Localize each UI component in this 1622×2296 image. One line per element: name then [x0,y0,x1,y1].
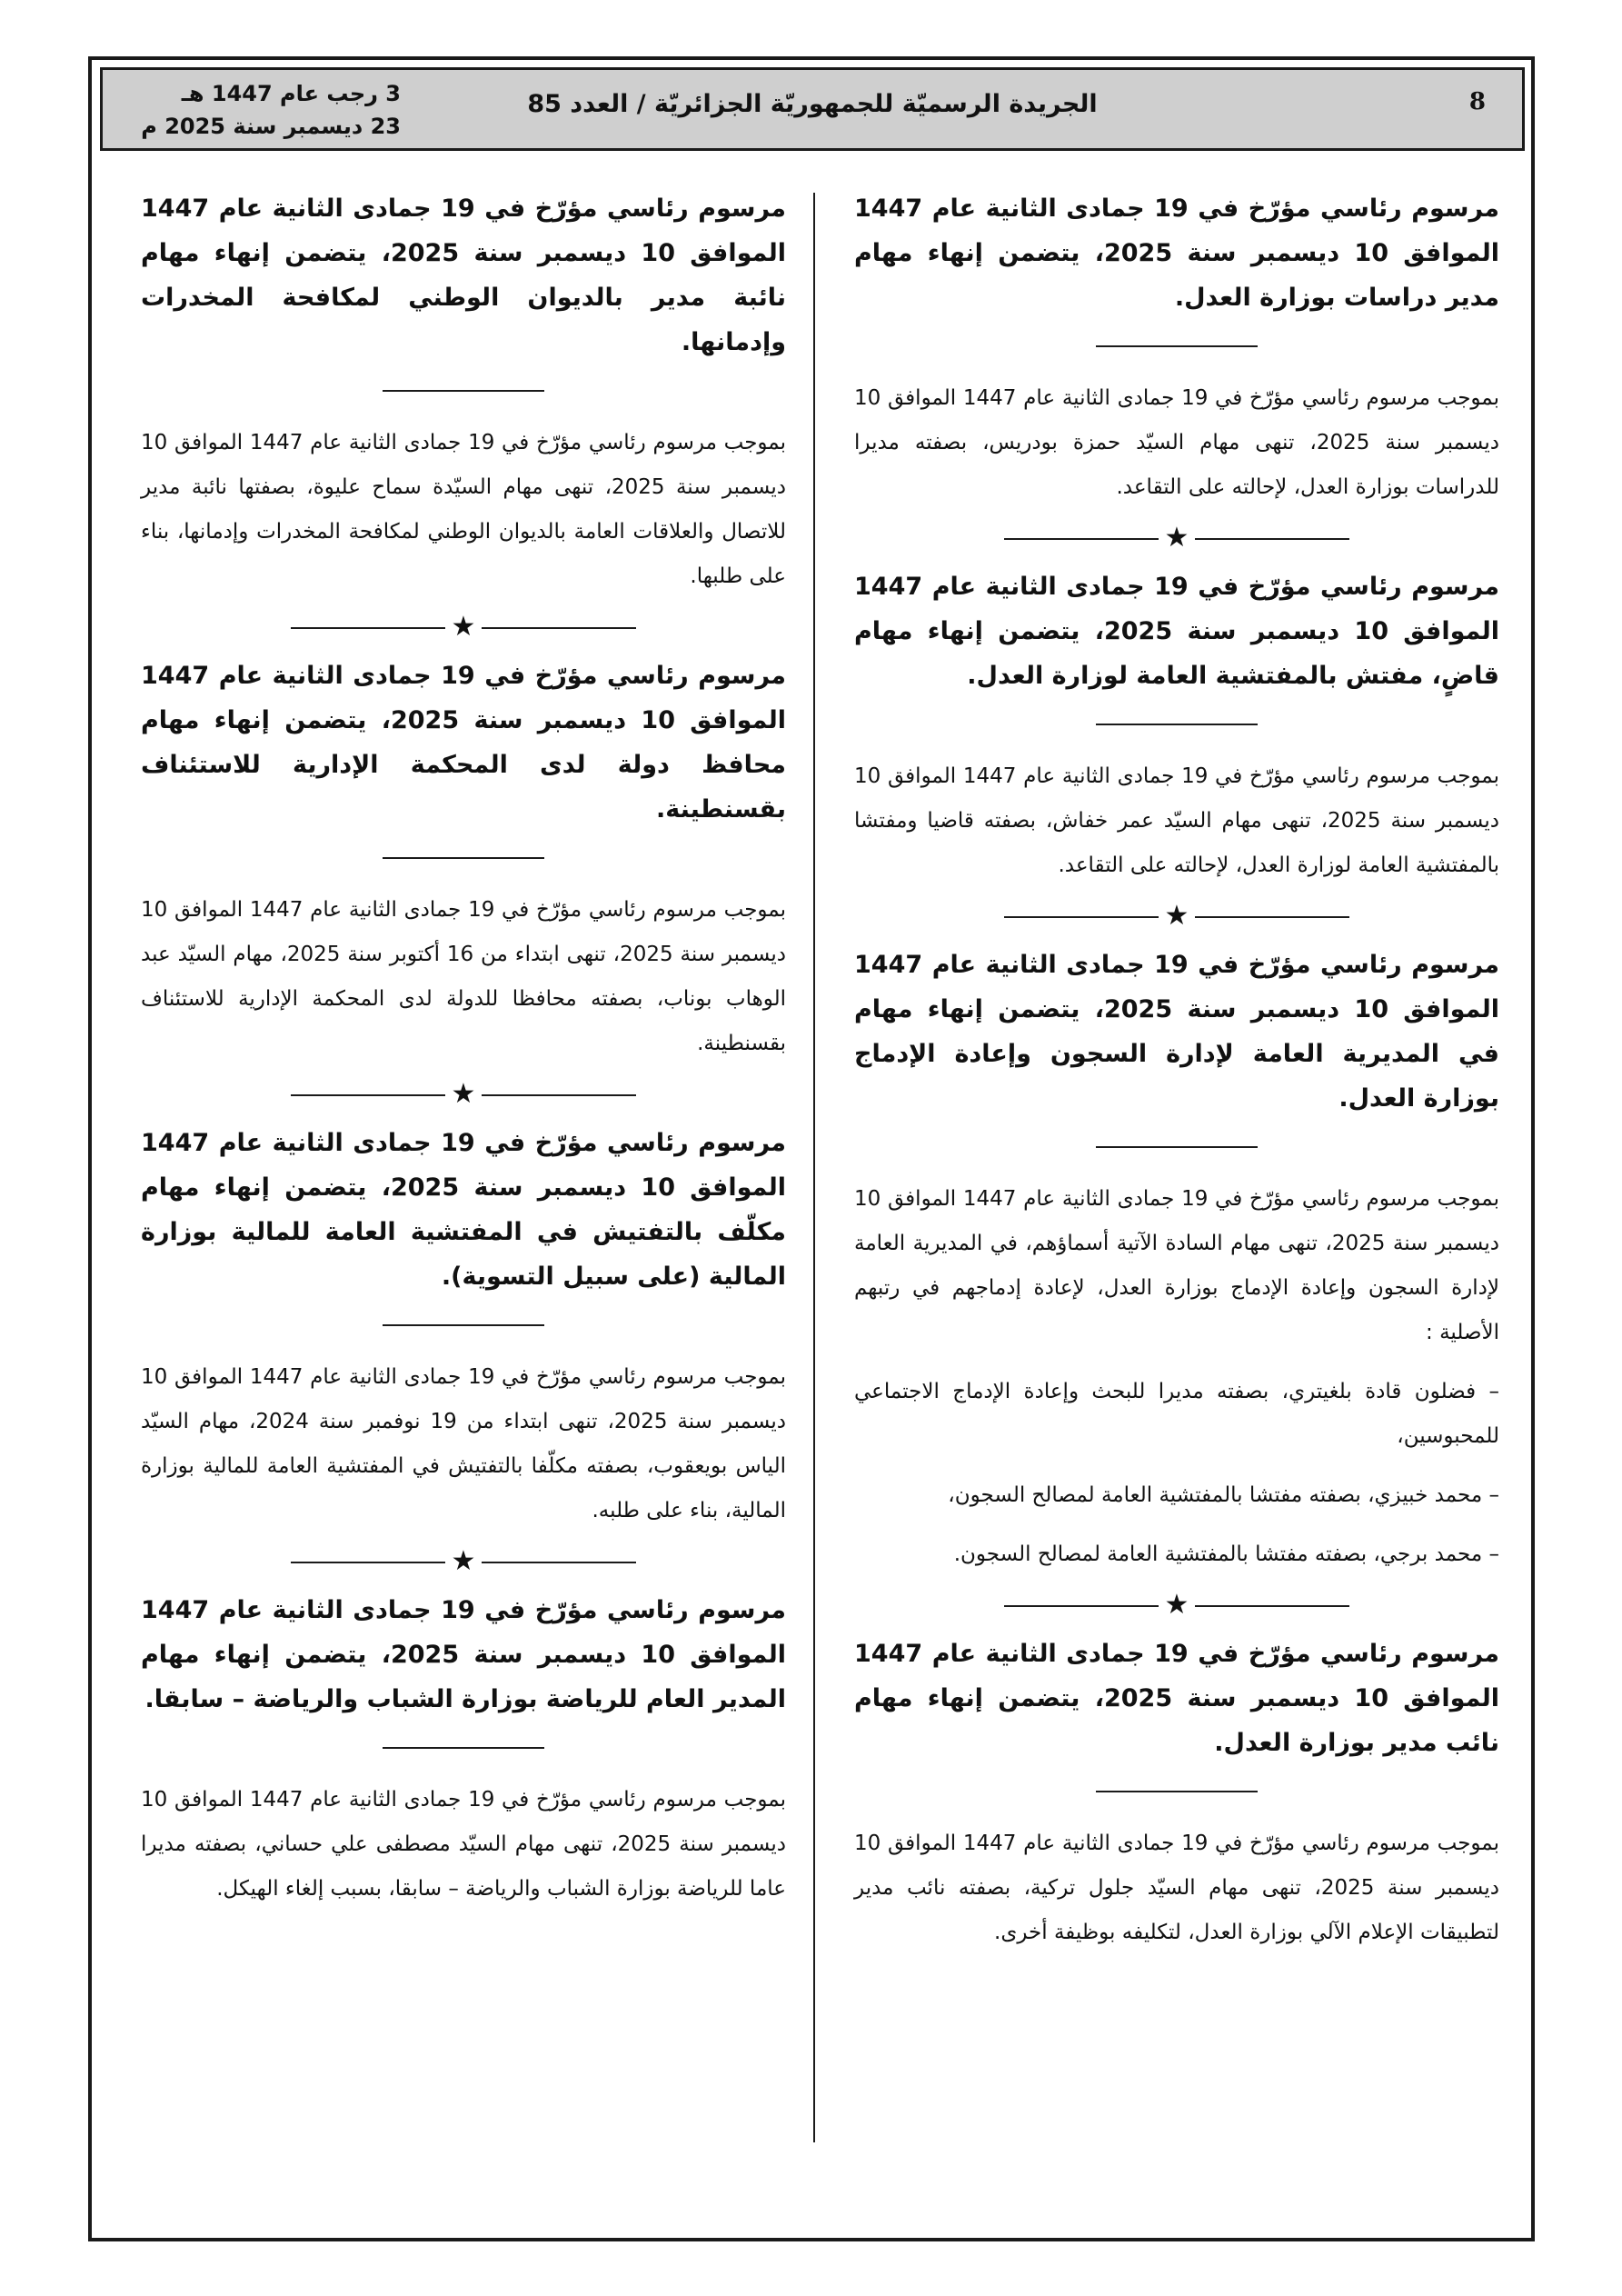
decree-title: مرسوم رئاسي مؤرّخ في 19 جمادى الثانية عام 1447 الموافق 10 ديسمبر سنة 2025، يتضمن إنهاء مهام المدير العام للرياضة بوزارة الشباب والرياضة – سابقا. [141,1596,787,1713]
decree-block [854,186,1499,510]
separator-line [1004,538,1159,540]
decree-body: بموجب مرسوم رئاسي مؤرّخ في 19 جمادى الثانية عام 1447 الموافق 10 ديسمبر سنة 2025، تنهى مهام السيّد جلول تركية، بصفته نائب مدير لتطبيقات الإعلام الآلي بوزارة العدل، لتكليفه بوظيفة أخرى. [854,1832,1500,1944]
decree-body: بموجب مرسوم رئاسي مؤرّخ في 19 جمادى الثانية عام 1447 الموافق 10 ديسمبر سنة 2025، تنهى مهام السيّد عمر خفاش، بصفته قاضيا ومفتشا بالمفتشية العامة لوزارة العدل، لإحالته على التقاعد. [854,764,1500,877]
star-icon: ★ [451,1078,476,1110]
decree-body: بموجب مرسوم رئاسي مؤرّخ في 19 جمادى الثانية عام 1447 الموافق 10 ديسمبر سنة 2025، تنهى مهام السيّدة سماح عليوة، بصفتها نائبة مدير للاتصال والعلاقات العامة بالديوان الوطني لمكافحة المخدرات وإدمانها، بناء على طلبها. [141,431,787,588]
decree-title: مرسوم رئاسي مؤرّخ في 19 جمادى الثانية عام 1447 الموافق 10 ديسمبر سنة 2025، يتضمن إنهاء مهام في المديرية العامة لإدارة السجون وإعادة الإدماج بوزارة العدل. [854,951,1500,1113]
separator-line [291,627,445,629]
decree-body: بموجب مرسوم رئاسي مؤرّخ في 19 جمادى الثانية عام 1447 الموافق 10 ديسمبر سنة 2025، تنهى مهام السادة الآتية أسماؤهم، في المديرية العامة لإدارة السجون وإعادة الإدماج بوزارة العدل، لإعادة إدماجهم في رتبهم الأصلية : [854,1187,1500,1344]
separator-line [291,1094,445,1096]
decree-block [854,1632,1499,1955]
star-separator [291,1546,636,1579]
separator-line [1004,916,1159,918]
title-rule [383,1747,544,1749]
right-column [854,186,1499,1955]
list-item: – محمد خبيزي، بصفته مفتشا بالمفتشية العامة لمصالح السجون، [948,1483,1499,1507]
decree-block [854,564,1499,888]
gregorian-date: 23 ديسمبر سنة 2025 م [141,114,401,139]
title-rule [383,390,544,392]
separator-line [1004,1605,1159,1607]
star-separator [1004,1590,1349,1622]
title-rule [1096,724,1258,725]
decree-body: بموجب مرسوم رئاسي مؤرّخ في 19 جمادى الثانية عام 1447 الموافق 10 ديسمبر سنة 2025، تنهى ابتداء من 19 نوفمبر سنة 2024، مهام السيّد الياس بويعقوب، بصفته مكلّفا بالتفتيش في المفتشية العامة للمالية بوزارة المالية، بناء على طلبه. [141,1365,787,1522]
column-divider [813,193,815,2142]
decree-block [141,1121,786,1533]
title-rule [383,857,544,859]
star-separator [1004,901,1349,933]
list-item: – محمد برجي، بصفته مفتشا بالمفتشية العامة لمصالح السجون. [953,1542,1499,1566]
decree-title: مرسوم رئاسي مؤرّخ في 19 جمادى الثانية عام 1447 الموافق 10 ديسمبر سنة 2025، يتضمن إنهاء مهام قاضٍ، مفتش بالمفتشية العامة لوزارة العدل. [854,573,1500,690]
star-icon: ★ [451,1545,476,1577]
decree-block [141,186,786,599]
page-header [100,67,1525,151]
title-rule [1096,345,1258,347]
left-column [141,186,786,1912]
title-rule [1096,1791,1258,1792]
star-icon: ★ [1164,1589,1189,1621]
decree-title: مرسوم رئاسي مؤرّخ في 19 جمادى الثانية عام 1447 الموافق 10 ديسمبر سنة 2025، يتضمن إنهاء مهام مكلّف بالتفتيش في المفتشية العامة للمالية بوزارة المالية (على سبيل التسوية). [141,1129,787,1291]
page-number: 8 [1468,88,1486,115]
decree-title: مرسوم رئاسي مؤرّخ في 19 جمادى الثانية عام 1447 الموافق 10 ديسمبر سنة 2025، يتضمن إنهاء مهام محافظ دولة لدى المحكمة الإدارية للاستئناف بقسنطينة. [141,662,787,824]
gazette-title: الجريدة الرسميّة للجمهوريّة الجزائريّة / العدد 85 [527,90,1098,118]
decree-title: مرسوم رئاسي مؤرّخ في 19 جمادى الثانية عام 1447 الموافق 10 ديسمبر سنة 2025، يتضمن إنهاء مهام نائب مدير بوزارة العدل. [854,1640,1500,1757]
star-separator [291,612,636,644]
decree-body: بموجب مرسوم رئاسي مؤرّخ في 19 جمادى الثانية عام 1447 الموافق 10 ديسمبر سنة 2025، تنهى مهام السيّد مصطفى علي حساني، بصفته مديرا عاما للرياضة بوزارة الشباب والرياضة – سابقا، بسبب إلغاء الهيكل. [141,1788,787,1901]
decree-title: مرسوم رئاسي مؤرّخ في 19 جمادى الثانية عام 1447 الموافق 10 ديسمبر سنة 2025، يتضمن إنهاء مهام نائبة مدير بالديوان الوطني لمكافحة المخدرات وإدمانها. [141,195,787,356]
separator-line [482,1562,636,1563]
separator-line [482,1094,636,1096]
decree-block [141,654,786,1066]
issue-dates [128,77,401,143]
list-item: – فضلون قادة بلغيتري، بصفته مديرا للبحث وإعادة الإدماج الاجتماعي للمحبوسين، [854,1380,1499,1448]
decree-block [854,943,1499,1577]
title-rule [1096,1146,1258,1148]
decree-block [141,1588,786,1912]
star-icon: ★ [1164,900,1189,932]
decree-title: مرسوم رئاسي مؤرّخ في 19 جمادى الثانية عام 1447 الموافق 10 ديسمبر سنة 2025، يتضمن إنهاء مهام مدير دراسات بوزارة العدل. [854,195,1500,312]
separator-line [1195,538,1349,540]
separator-line [482,627,636,629]
separator-line [1195,916,1349,918]
star-separator [291,1079,636,1112]
star-icon: ★ [1164,522,1189,554]
decree-body: بموجب مرسوم رئاسي مؤرّخ في 19 جمادى الثانية عام 1447 الموافق 10 ديسمبر سنة 2025، تنهى ابتداء من 16 أكتوبر سنة 2025، مهام السيّد عبد الوهاب بوناب، بصفته محافظا للدولة لدى المحكمة الإدارية للاستئناف بقسنطينة. [141,898,787,1055]
decree-body: بموجب مرسوم رئاسي مؤرّخ في 19 جمادى الثانية عام 1447 الموافق 10 ديسمبر سنة 2025، تنهى مهام السيّد حمزة بودريس، بصفته مديرا للدراسات بوزارة العدل، لإحالته على التقاعد. [854,386,1500,499]
separator-line [291,1562,445,1563]
star-separator [1004,523,1349,555]
separator-line [1195,1605,1349,1607]
star-icon: ★ [451,611,476,643]
hijri-date: 3 رجب عام 1447 هـ [181,81,401,106]
title-rule [383,1324,544,1326]
